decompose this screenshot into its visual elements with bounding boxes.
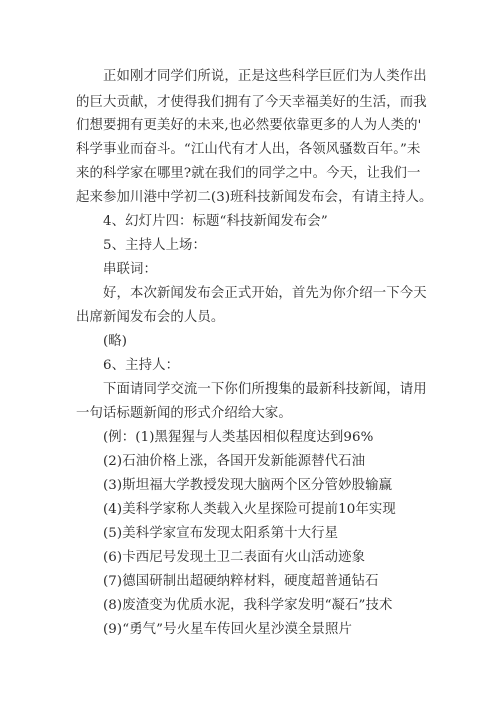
paragraph-line: 串联词： (76, 262, 157, 277)
paragraph-line: 科学事业而奋斗。“江山代有才人出，各领风骚数百年。”未 (76, 142, 421, 157)
section-heading: 5、主持人上场： (76, 238, 207, 253)
paragraph-line: 出席新闻发布会的人员。 (76, 310, 225, 325)
paragraph-line: 的巨大贡献，才使得我们拥有了今天幸福美好的生活，而我 (76, 95, 427, 110)
section-heading: 6、主持人： (76, 358, 180, 373)
paragraph-line: 下面请同学交流一下你们所搜集的最新科技新闻，请用 (76, 382, 427, 397)
section-heading: 4、幻灯片四：标题“科技新闻发布会” (76, 214, 328, 229)
paragraph-line: 正如刚才同学们所说，正是这些科学巨匠们为人类作出 (76, 69, 427, 84)
list-item: (2)石油价格上涨，各国开发新能源替代石油 (76, 454, 366, 469)
paragraph-line: (略) (76, 334, 128, 349)
list-item: (5)美科学家宣布发现太阳系第十大行星 (76, 526, 339, 541)
paragraph-line: 起来参加川港中学初二(3)班科技新闻发布会，有请主持人。 (76, 190, 433, 205)
list-item: (7)德国研制出超硬纳粹材料，硬度超普通钻石 (76, 574, 379, 589)
list-item: (例：(1)黑猩猩与人类基因相似程度达到96% (76, 430, 374, 445)
list-item: (8)废渣变为优质水泥，我科学家发明“凝石”技术 (76, 598, 393, 613)
paragraph-line: 来的科学家在哪里?就在我们的同学之中。今天，让我们一 (76, 166, 421, 181)
paragraph-line: 好，本次新闻发布会正式开始，首先为你介绍一下今天 (76, 286, 427, 301)
paragraph-line: 一句话标题新闻的形式介绍给大家。 (76, 406, 292, 421)
paragraph-line: 们想要拥有更美好的未来,也必然要依靠更多的人为人类的' (76, 118, 422, 133)
list-item: (3)斯坦福大学教授发现大脑两个区分管妙股输赢 (76, 478, 393, 493)
list-item: (9)“勇气”号火星车传回火星沙漠全景照片 (76, 622, 352, 637)
list-item: (4)美科学家称人类载入火星探险可提前10年实现 (76, 502, 396, 517)
list-item: (6)卡西尼号发现土卫二表面有火山活动迹象 (76, 550, 366, 565)
